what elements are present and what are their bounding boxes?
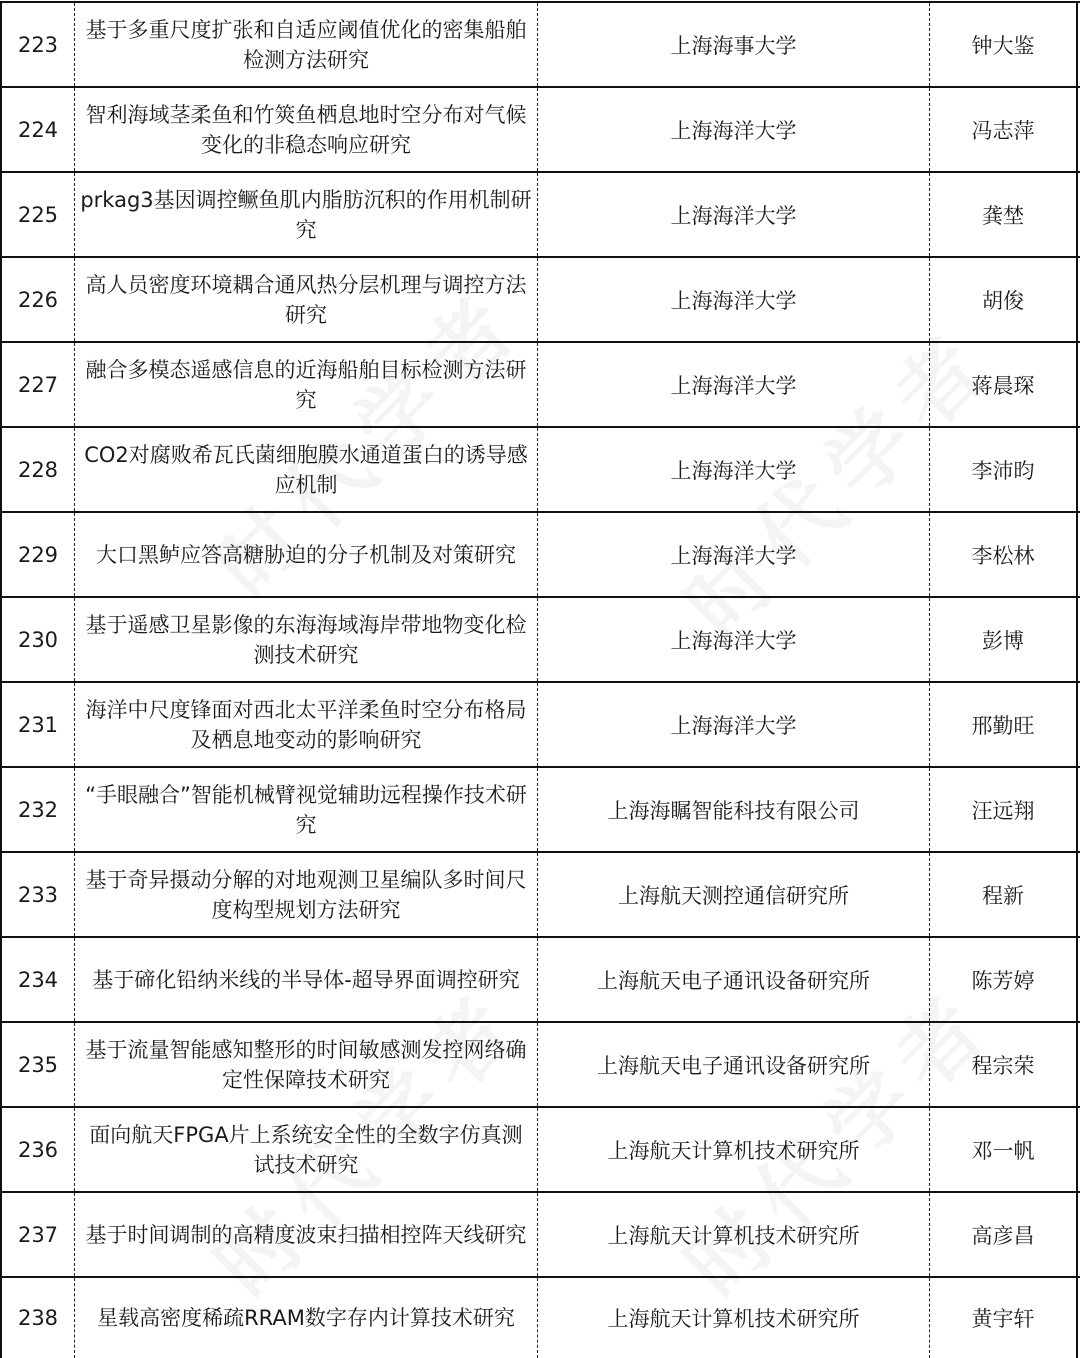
institution: 上海海洋大学 — [538, 173, 930, 256]
researcher-name: 黄宇轩 — [930, 1278, 1078, 1358]
researcher-name: 高彦昌 — [930, 1193, 1078, 1276]
table-row — [0, 3, 1080, 88]
project-title: “手眼融合”智能机械臂视觉辅助远程操作技术研究 — [75, 768, 538, 851]
researcher-name: 邓一帆 — [930, 1108, 1078, 1191]
table-row — [0, 173, 1080, 258]
researcher-name: 蒋晨琛 — [930, 343, 1078, 426]
institution: 上海航天测控通信研究所 — [538, 853, 930, 936]
table-row — [0, 768, 1080, 853]
row-number: 230 — [0, 598, 75, 681]
institution: 上海海洋大学 — [538, 598, 930, 681]
institution: 上海航天计算机技术研究所 — [538, 1193, 930, 1276]
institution: 上海航天电子通讯设备研究所 — [538, 938, 930, 1021]
row-number: 224 — [0, 88, 75, 171]
researcher-name: 程宗荣 — [930, 1023, 1078, 1106]
researcher-name: 汪远翔 — [930, 768, 1078, 851]
project-title: 大口黑鲈应答高糖胁迫的分子机制及对策研究 — [75, 513, 538, 596]
institution: 上海海瞩智能科技有限公司 — [538, 768, 930, 851]
institution: 上海海洋大学 — [538, 428, 930, 511]
researcher-name: 胡俊 — [930, 258, 1078, 341]
researcher-name: 陈芳婷 — [930, 938, 1078, 1021]
institution: 上海航天电子通讯设备研究所 — [538, 1023, 930, 1106]
institution: 上海海洋大学 — [538, 258, 930, 341]
researcher-name: 龚埜 — [930, 173, 1078, 256]
institution: 上海航天计算机技术研究所 — [538, 1108, 930, 1191]
table-row — [0, 428, 1080, 513]
row-number: 225 — [0, 173, 75, 256]
project-title: 星载高密度稀疏RRAM数字存内计算技术研究 — [75, 1278, 538, 1358]
researcher-name: 程新 — [930, 853, 1078, 936]
institution: 上海海洋大学 — [538, 88, 930, 171]
institution: 上海海洋大学 — [538, 513, 930, 596]
row-number: 223 — [0, 3, 75, 86]
project-title: 基于碲化铅纳米线的半导体-超导界面调控研究 — [75, 938, 538, 1021]
researcher-name: 冯志萍 — [930, 88, 1078, 171]
row-number: 232 — [0, 768, 75, 851]
table-row — [0, 598, 1080, 683]
table-row — [0, 683, 1080, 768]
project-title: 面向航天FPGA片上系统安全性的全数字仿真测试技术研究 — [75, 1108, 538, 1191]
table-row — [0, 1108, 1080, 1193]
table-top-border — [0, 1, 1080, 3]
institution: 上海航天计算机技术研究所 — [538, 1278, 930, 1358]
row-number: 238 — [0, 1278, 75, 1358]
researcher-name: 彭博 — [930, 598, 1078, 681]
project-title: prkag3基因调控鳜鱼肌内脂肪沉积的作用机制研究 — [75, 173, 538, 256]
table-row — [0, 258, 1080, 343]
table-row — [0, 938, 1080, 1023]
table-row — [0, 343, 1080, 428]
project-title: 基于流量智能感知整形的时间敏感测发控网络确定性保障技术研究 — [75, 1023, 538, 1106]
project-title: 基于时间调制的高精度波束扫描相控阵天线研究 — [75, 1193, 538, 1276]
project-title: 融合多模态遥感信息的近海船舶目标检测方法研究 — [75, 343, 538, 426]
row-number: 236 — [0, 1108, 75, 1191]
project-title: 智利海域茎柔鱼和竹筴鱼栖息地时空分布对气候变化的非稳态响应研究 — [75, 88, 538, 171]
row-number: 227 — [0, 343, 75, 426]
row-number: 234 — [0, 938, 75, 1021]
table-row — [0, 513, 1080, 598]
table-row — [0, 1023, 1080, 1108]
project-title: 基于奇异摄动分解的对地观测卫星编队多时间尺度构型规划方法研究 — [75, 853, 538, 936]
row-number: 231 — [0, 683, 75, 766]
row-number: 233 — [0, 853, 75, 936]
project-title: 基于遥感卫星影像的东海海域海岸带地物变化检测技术研究 — [75, 598, 538, 681]
row-number: 229 — [0, 513, 75, 596]
row-number: 228 — [0, 428, 75, 511]
institution: 上海海洋大学 — [538, 683, 930, 766]
researcher-name: 李松林 — [930, 513, 1078, 596]
researcher-name: 李沛昀 — [930, 428, 1078, 511]
project-title: 基于多重尺度扩张和自适应阈值优化的密集船舶检测方法研究 — [75, 3, 538, 86]
institution: 上海海事大学 — [538, 3, 930, 86]
project-title: 高人员密度环境耦合通风热分层机理与调控方法研究 — [75, 258, 538, 341]
row-number: 237 — [0, 1193, 75, 1276]
row-number: 226 — [0, 258, 75, 341]
table-row — [0, 853, 1080, 938]
project-title: CO2对腐败希瓦氏菌细胞膜水通道蛋白的诱导感应机制 — [75, 428, 538, 511]
table-row — [0, 1193, 1080, 1278]
table-row — [0, 88, 1080, 173]
researcher-name: 邢勤旺 — [930, 683, 1078, 766]
table-row — [0, 1278, 1080, 1358]
researcher-name: 钟大鉴 — [930, 3, 1078, 86]
institution: 上海海洋大学 — [538, 343, 930, 426]
row-number: 235 — [0, 1023, 75, 1106]
project-title: 海洋中尺度锋面对西北太平洋柔鱼时空分布格局及栖息地变动的影响研究 — [75, 683, 538, 766]
